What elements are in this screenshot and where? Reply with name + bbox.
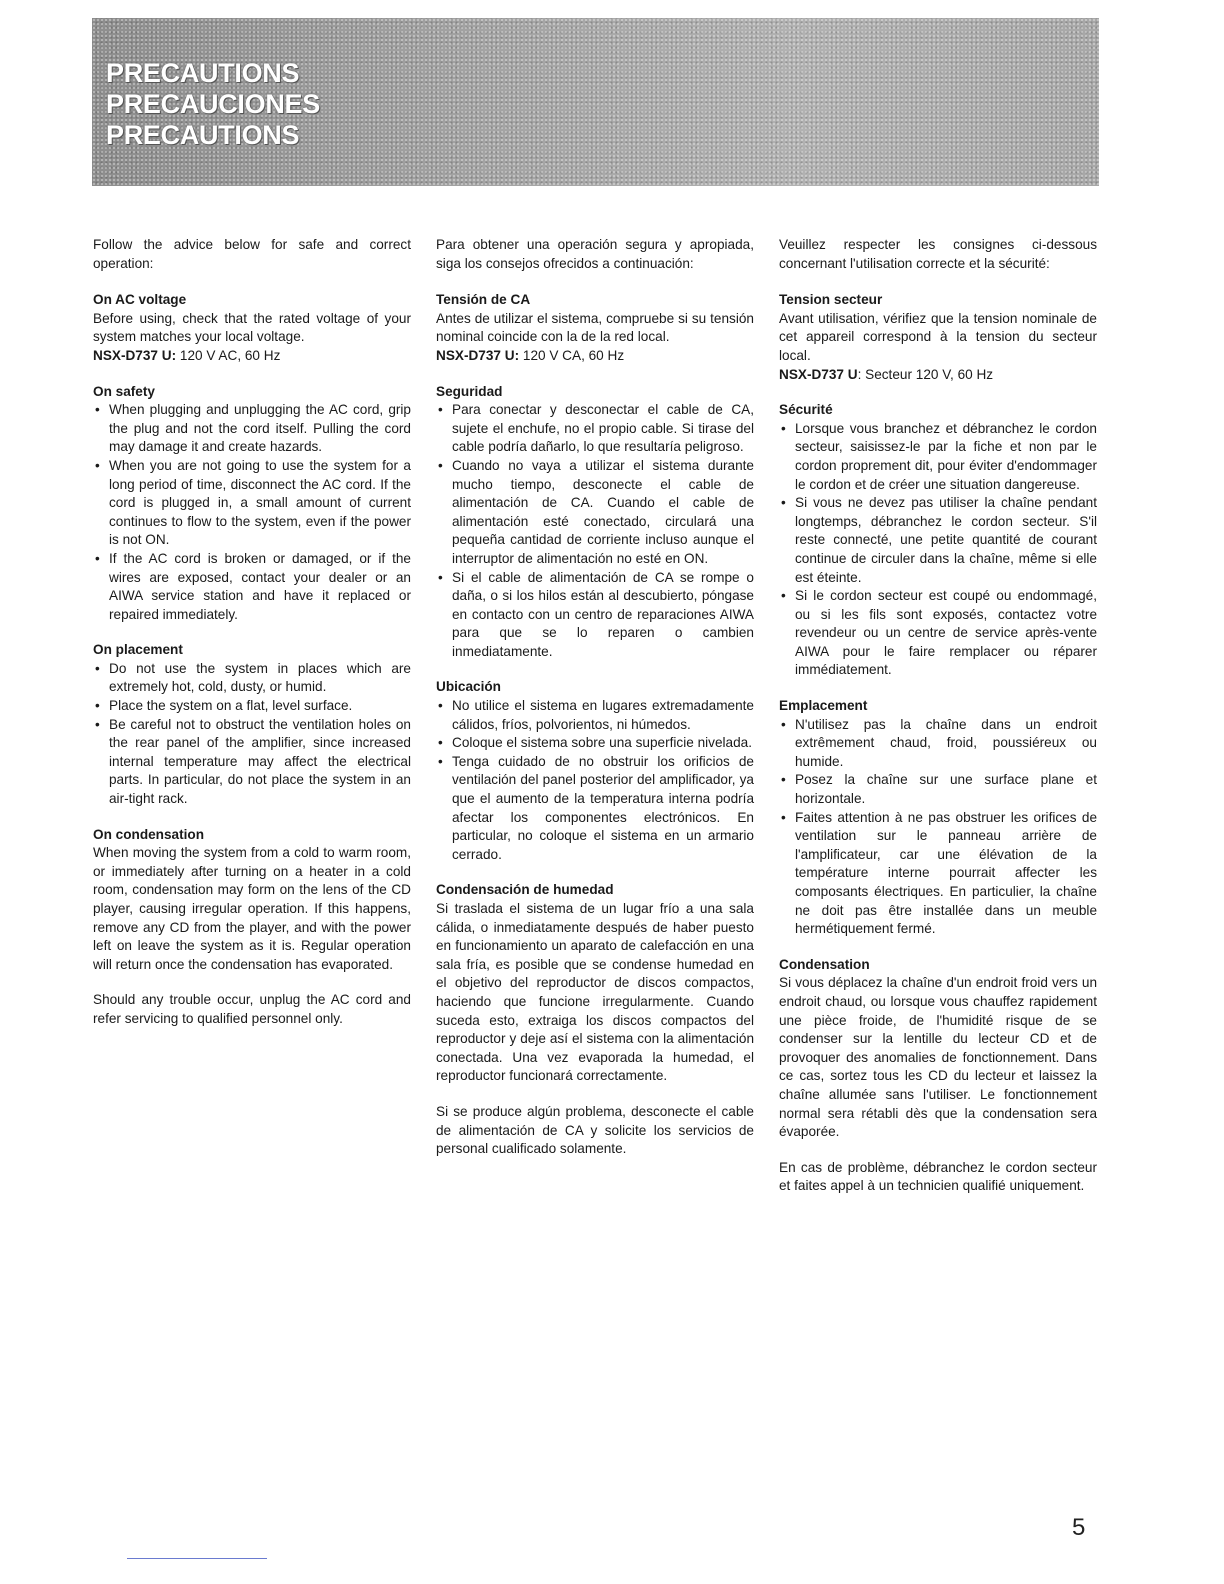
ac-voltage-section bbox=[779, 291, 1097, 384]
list-item: • Cuando no vaya a utilizar el sistema durante mucho tiempo, desconecte el cable de alimentación de CA. Cuando el cable de alimentación esté conectado, circulará una pequeña cantidad de corriente incluso aunque el interruptor de alimentación no esté en ON. bbox=[436, 457, 754, 569]
list-item: • When you are not going to use the system for a long period of time, disconnect the AC cord. If the cord is plugged in, a small amount of current continues to flow to the system, even if the power is not ON. bbox=[93, 457, 411, 550]
closing-text: En cas de problème, débranchez le cordon secteur et faites appel à un technicien qualifié uniquement. bbox=[779, 1159, 1097, 1194]
bullet-list bbox=[436, 697, 754, 864]
section-heading: Condensación de humedad bbox=[436, 882, 614, 898]
list-item: • When plugging and unplugging the AC cord, grip the plug and not the cord itself. Pulling the cord may damage it and create hazards. bbox=[93, 401, 411, 457]
banner-titles bbox=[106, 58, 320, 151]
section-heading: On safety bbox=[93, 383, 155, 399]
section-text: Antes de utilizar el sistema, compruebe si su tensión nominal coincide con la de la red local. bbox=[436, 310, 754, 345]
safety-section bbox=[779, 401, 1097, 680]
list-item: • Coloque el sistema sobre una superficie nivelada. bbox=[436, 734, 754, 753]
list-item: • Lorsque vous branchez et débranchez le cordon secteur, saisissez-le par la fiche et non par le cordon proprement dit, pour éviter d'endommager le cordon et de créer une situation dangereuse. bbox=[779, 420, 1097, 494]
condensation-section bbox=[93, 826, 411, 975]
list-item: • Si vous ne devez pas utiliser la chaîne pendant longtemps, débranchez le cordon secteur. S'il reste connecté, une petite quantité de courant continue de circuler dans la chaîne, même si elle est éteinte. bbox=[779, 494, 1097, 587]
header-banner bbox=[92, 18, 1099, 186]
french-column bbox=[779, 236, 1097, 1196]
list-item: • Para conectar y desconectar el cable de CA, sujete el enchufe, no el propio cable. Si tirase del cable podría dañarlo, lo que resultaría peligroso. bbox=[436, 401, 754, 457]
safety-section bbox=[436, 383, 754, 662]
placement-section bbox=[779, 697, 1097, 939]
model-spec bbox=[779, 366, 1097, 385]
section-heading: Ubicación bbox=[436, 679, 501, 695]
section-text: Before using, check that the rated voltage of your system matches your local voltage. bbox=[93, 310, 411, 345]
closing-text: Should any trouble occur, unplug the AC cord and refer servicing to qualified personnel only. bbox=[93, 992, 411, 1026]
list-item: • Be careful not to obstruct the ventilation holes on the rear panel of the amplifier, since increased internal temperature may affect the electrical parts. In particular, do not place the system in an air-tight rack. bbox=[93, 716, 411, 809]
bullet-list bbox=[93, 660, 411, 809]
intro-text: Para obtener una operación segura y apropiada, siga los consejos ofrecidos a continuación: bbox=[436, 237, 754, 271]
intro-text: Veuillez respecter les consignes ci-dessous concernant l'utilisation correcte et la sécurité: bbox=[779, 237, 1097, 271]
section-heading: Sécurité bbox=[779, 402, 833, 418]
list-item: • Si el cable de alimentación de CA se rompe o daña, o si los hilos están al descubierto, póngase en contacto con un centro de reparaciones AIWA para que se lo reparen o cambien inmediatamente. bbox=[436, 569, 754, 662]
section-text: When moving the system from a cold to warm room, or immediately after turning on a heater in a cold room, condensation may form on the lens of the CD player, causing irregular operation. If this happens, remove any CD from the player, and with the power left on leave the system as it is. Regular operation will return once the condensation has evaporated. bbox=[93, 845, 411, 972]
model-spec bbox=[436, 347, 754, 366]
list-item: • Tenga cuidado de no obstruir los orificios de ventilación del panel posterior del amplificador, ya que el aumento de la temperatura interna podría afectar los componentes electrónicos. En particular, no coloque el sistema en un armario cerrado. bbox=[436, 753, 754, 865]
bullet-list bbox=[436, 401, 754, 661]
model-name: NSX-D737 U: bbox=[93, 347, 177, 363]
list-item: • Do not use the system in places which are extremely hot, cold, dusty, or humid. bbox=[93, 660, 411, 697]
model-spec bbox=[93, 347, 411, 366]
list-item: • Si le cordon secteur est coupé ou endommagé, ou si les fils sont exposés, contactez votre revendeur ou un centre de service après-vente AIWA pour le faire remplacer ou réparer immédiatement. bbox=[779, 587, 1097, 680]
ac-voltage-section bbox=[93, 291, 411, 365]
list-item: • Posez la chaîne sur une surface plane et horizontale. bbox=[779, 771, 1097, 808]
section-text: Si traslada el sistema de un lugar frío a una sala cálida, o inmediatamente después de haber puesto en funcionamiento un aparato de calefacción en una sala fría, es posible que se condense humedad en el objetivo del reproductor de discos compactos, haciendo que funcione irregularmente. Cuando suceda esto, extraiga los discos compactos del reproductor y deje así el sistema con la alimentación conectada. Una vez evaporada la humedad, el reproductor funcionará correctamente. bbox=[436, 901, 754, 1084]
voltage-spec: : Secteur 120 V, 60 Hz bbox=[857, 366, 994, 382]
section-heading: On placement bbox=[93, 642, 183, 658]
section-heading: Emplacement bbox=[779, 698, 868, 714]
title-spanish: PRECAUCIONES bbox=[106, 89, 320, 119]
section-heading: Condensation bbox=[779, 956, 870, 972]
section-heading: On condensation bbox=[93, 826, 205, 842]
safety-section bbox=[93, 383, 411, 625]
footer-rule bbox=[127, 1558, 267, 1559]
list-item: • If the AC cord is broken or damaged, or if the wires are exposed, contact your dealer or an AIWA service station and have it replaced or repaired immediately. bbox=[93, 550, 411, 624]
condensation-section bbox=[436, 881, 754, 1086]
ac-voltage-section bbox=[436, 291, 754, 365]
list-item: • Place the system on a flat, level surface. bbox=[93, 697, 411, 716]
model-name: NSX-D737 U bbox=[779, 366, 858, 382]
list-item: • N'utilisez pas la chaîne dans un endroit extrêmement chaud, froid, poussiéreux ou humide. bbox=[779, 716, 1097, 772]
model-name: NSX-D737 U: bbox=[436, 347, 520, 363]
title-french: PRECAUTIONS bbox=[106, 120, 300, 150]
spanish-column bbox=[436, 236, 754, 1159]
page-number: 5 bbox=[1072, 1514, 1086, 1541]
voltage-spec: 120 V AC, 60 Hz bbox=[176, 347, 281, 363]
condensation-section bbox=[779, 956, 1097, 1142]
intro-text: Follow the advice below for safe and correct operation: bbox=[93, 237, 411, 271]
list-item: • Faites attention à ne pas obstruer les orifices de ventilation sur le panneau arrière de l'amplificateur, car une élévation de la température interne pourrait affecter les composants électriques. En particulier, la chaîne ne doit pas être installée dans un meuble hermétiquement fermé. bbox=[779, 809, 1097, 939]
placement-section bbox=[93, 641, 411, 808]
section-heading: On AC voltage bbox=[93, 292, 187, 308]
bullet-list bbox=[779, 716, 1097, 939]
voltage-spec: 120 V CA, 60 Hz bbox=[519, 347, 625, 363]
bullet-list bbox=[93, 401, 411, 624]
section-text: Avant utilisation, vérifiez que la tension nominale de cet appareil correspond à la tension du secteur local. bbox=[779, 310, 1097, 363]
section-text: Si vous déplacez la chaîne d'un endroit froid vers un endroit chaud, ou lorsque vous chauffez rapidement une pièce froide, de l'humidité risque de se condenser sur la lentille du lecteur CD et de provoquer des anomalies de fonctionnement. Dans ce cas, sortez tous les CD du lecteur et laissez la chaîne allumée sans l'utiliser. Le fonctionnement normal sera rétabli dès que la condensation sera évaporée. bbox=[779, 975, 1097, 1140]
section-heading: Tension secteur bbox=[779, 292, 883, 308]
section-heading: Seguridad bbox=[436, 383, 503, 399]
english-column bbox=[93, 236, 411, 1029]
title-english: PRECAUTIONS bbox=[106, 58, 300, 88]
placement-section bbox=[436, 678, 754, 864]
closing-text: Si se produce algún problema, desconecte el cable de alimentación de CA y solicite los servicios de personal cualificado solamente. bbox=[436, 1103, 754, 1157]
list-item: • No utilice el sistema en lugares extremadamente cálidos, fríos, polvorientos, ni húmedos. bbox=[436, 697, 754, 734]
section-heading: Tensión de CA bbox=[436, 292, 531, 308]
bullet-list bbox=[779, 420, 1097, 680]
